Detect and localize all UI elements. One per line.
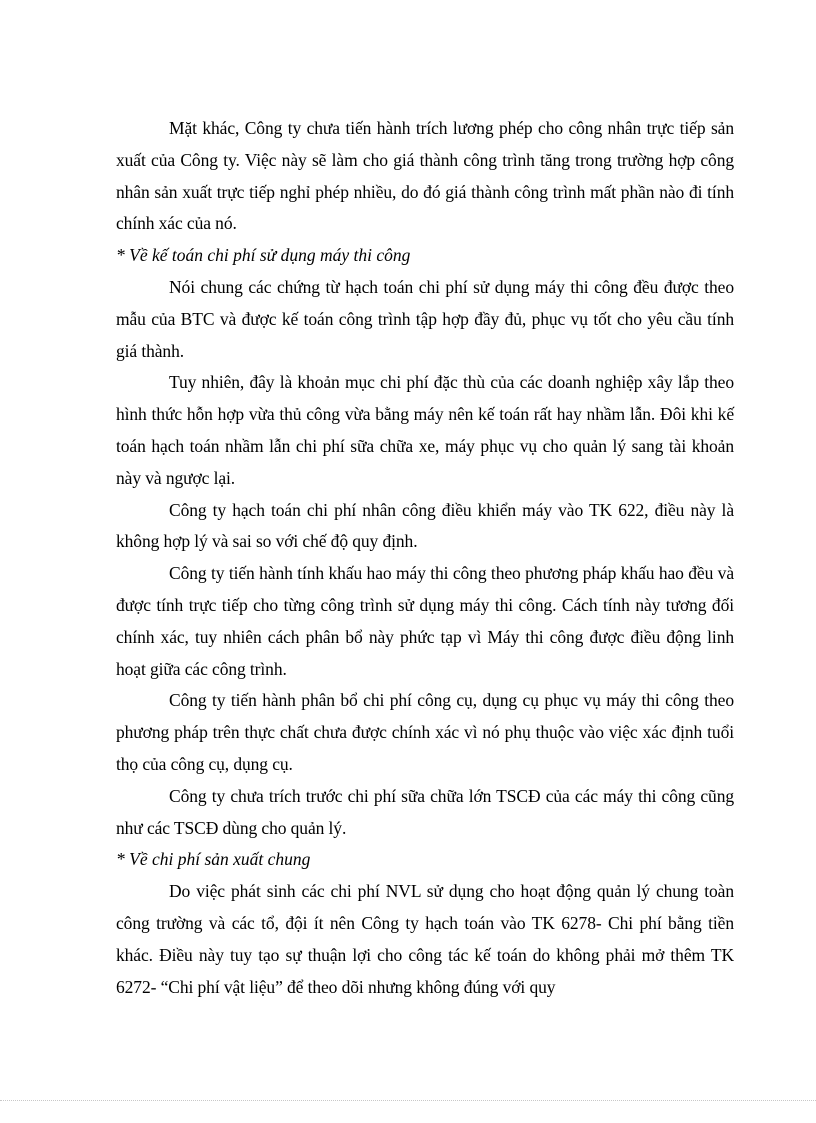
footer-divider xyxy=(0,1100,816,1101)
paragraph-vouchers: Nói chung các chứng từ hạch toán chi phí sử dụng máy thi công đều được theo mẫu của BTC và được kế toán công trình tập hợp đầy đủ, phục vụ tốt cho yêu cầu tính giá thành. xyxy=(116,276,734,361)
section-heading-general-production-costs: * Về chi phí sản xuất chung xyxy=(116,849,311,870)
section-heading-machine-costs: * Về kế toán chi phí sử dụng máy thi công xyxy=(116,245,411,266)
paragraph-depreciation: Công ty tiến hành tính khấu hao máy thi công theo phương pháp khấu hao đều và được tính trực tiếp cho từng công trình sử dụng máy thi công. Cách tính này tương đối chính xác, tuy nhiên cách phân bổ này phức tạp vì Máy thi công được điều động linh hoạt giữa các công trình. xyxy=(116,563,734,679)
paragraph-leave-pay: Mặt khác, Công ty chưa tiến hành trích lương phép cho công nhân trực tiếp sản xuất của Công ty. Việc này sẽ làm cho giá thành công trình tăng trong trường hợp công nhân sản xuất trực tiếp nghỉ phép nhiều, do đó giá thành công trình mất phần nào đi tính chính xác của nó. xyxy=(116,118,734,234)
paragraph-major-repairs: Công ty chưa trích trước chi phí sữa chữa lớn TSCĐ của các máy thi công cũng như các TSCĐ dùng cho quản lý. xyxy=(116,785,734,838)
paragraph-tk6278: Do việc phát sinh các chi phí NVL sử dụng cho hoạt động quản lý chung toàn công trường và các tổ, đội ít nên Công ty hạch toán vào TK 6278- Chi phí bằng tiền khác. Điều này tuy tạo sự thuận lợi cho công tác kế toán do không phải mở thêm TK 6272- “Chi phí vật liệu” để theo dõi nhưng không đúng với quy xyxy=(116,881,734,997)
paragraph-tool-allocation: Công ty tiến hành phân bổ chi phí công cụ, dụng cụ phục vụ máy thi công theo phương pháp trên thực chất chưa được chính xác vì nó phụ thuộc vào việc xác định tuổi thọ của công cụ, dụng cụ. xyxy=(116,690,734,774)
document-body xyxy=(116,113,734,1003)
paragraph-tk622: Công ty hạch toán chi phí nhân công điều khiển máy vào TK 622, điều này là không hợp lý và sai so với chế độ quy định. xyxy=(116,499,734,552)
paragraph-special-cost-item: Tuy nhiên, đây là khoản mục chi phí đặc thù của các doanh nghiệp xây lắp theo hình thức hỗn hợp vừa thủ công vừa bằng máy nên kế toán rất hay nhầm lẫn. Đôi khi kế toán hạch toán nhầm lẫn chi phí sữa chữa xe, máy phục vụ cho quản lý sang tài khoản này và ngược lại. xyxy=(116,372,734,488)
